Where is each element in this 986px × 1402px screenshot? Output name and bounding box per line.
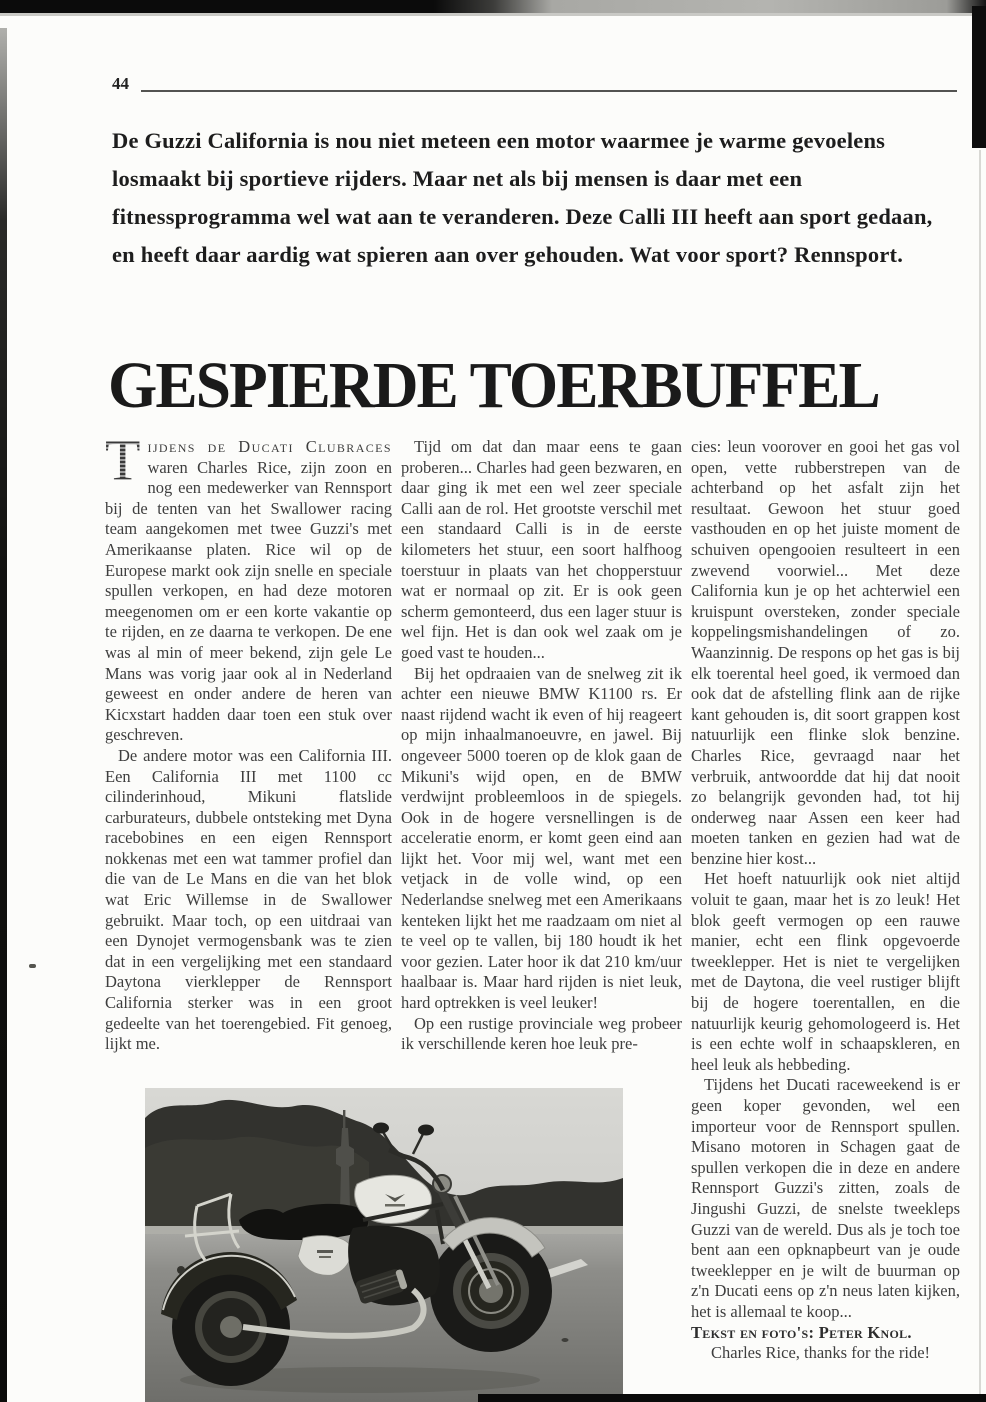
paragraph-text: waren Charles Rice, zijn zoon en nog een medewerker van Rennsport bij de tenten van het Swallower racing team aangekomen met twee Guzzi's met Amerikaanse platen. Rice wil op de Europese markt ook zijn snelle en speciale spullen verkopen, en had deze motoren meegenomen om er een korte vakantie op te rijden, en ze daarna te verkopen. De ene was al min of meer bekend, zijn gele Le Mans was vorig jaar ook al in Nederland geweest en onder andere de heren van Kicxstart hadden daar toen een stuk over geschreven. [105,457,392,745]
thanks-line: Charles Rice, thanks for the ride! [711,1343,931,1363]
page-number: 44 [112,74,129,93]
scan-artifact-bottom-bar [478,1394,986,1402]
motorcycle-photo [145,1088,623,1402]
drop-cap: T [105,437,147,483]
lead-in-small-caps: ijdens de Ducati Clubraces [147,437,392,456]
scan-artifact-right-bar [972,6,986,148]
scan-artifact-top-edge [0,13,986,16]
paragraph: cies: leun voorover en gooi het gas vol open, vette rubberstrepen van de achterband op het asfalt zijn het resultaat. Gewoon het stuur goed vasthouden en op het juiste moment de schuiven opengooien resulteert in een zwevend voorwiel... Met deze California kun je op het achterwiel een kruispunt oversteken, zonder speciale koppelingsmishandelingen of zo. Waanzinnig. De respons op het gas is bij elk toerental heel goed, ik vermoed dan ook dat de afstelling flink aan de rijke kant gehouden is, dit soort grappen kost natuurlijk een flinke slok benzine. Charles Rice, gevraagd naar het verbruik, antwoordde dat hij dat nooit zo belangrijk gevonden had, tot hij onderweg naar Assen een keer had moeten tanken en gezien had wat de benzine hier kost... [691,437,960,868]
byline-credit: Tekst en foto's: Peter Knol. [691,1322,912,1342]
folio-rule [141,90,957,92]
paragraph: Op een rustige provinciale weg probeer ik verschillende keren hoe leuk pre- [401,1013,682,1054]
paragraph: Bij het opdraaien van de snelweg zit ik achter een nieuwe BMW K1100 rs. Er naast rijdend wacht ik even of hij reageert op mijn inhaalmanoeuvre, en jawel. Bij ongeveer 5000 toeren op de klok gaan de Mikuni's wijd open, en de BMW verdwijnt probleemloos in de spiegels. Ook in de hogere versnellingen is de acceleratie enorm, er komt geen eind aan lijkt het. Voor mij wel, want met een vetjack in de volle wind, op een Nederlandse snelweg met een Amerikaans kenteken lijkt het me raadzaam om niet al te veel op te vallen, bij 180 houdt ik het voor gezien. Later hoor ik dat 210 km/uur haalbaar is. Maar hard rijden is niet leuk, hard optrekken is veel leuker! [401,663,682,1013]
body-column-1 [105,428,392,1055]
scan-artifact-speck [29,964,36,968]
paragraph: Tijd om dat dan maar eens te gaan proberen... Charles had geen bezwaren, en daar ging ik met een wel zeer speciale Calli aan de rol. Het grootste verschil met een standaard Calli is in de eerste kilometers het stuur, een soort halfhoog toerstuur in plaats van het chopperstuur wat er normaal op zit. Er is ook geen scherm gemonteerd, dus een lager stuur is wel fijn. Het is dan ook wel zaak om je goed vast te houden... [401,437,682,662]
scan-artifact-left-strip [0,28,7,1402]
paragraph: Het hoeft natuurlijk ook niet altijd voluit te gaan, maar het is zo leuk! Het blok geeft vermogen op een rauwe manier, echt een flink opgevoerde tweeklepper. Het is niet te vergelijken met de Daytona, die veel rustiger blijft bij de hogere toerentallen, en die natuurlijk keurig gehomologeerd is. Het is een echte wolf in schaapskleren, en heel leuk als hebbeding. [691,869,960,1074]
paragraph: De andere motor was een California III. Een California III met 1100 cc cilinderinhoud, Mikuni flatslide carburateurs, dubbele ontsteking met Dyna racebobines en een eigen Rennsport nokkenas met een wat tammer profiel dan die van de Le Mans en die van het blok wat Eric Willemse in de Swallower gebruikt. Maar toch, op een uitdraai van een Dynojet vermogensbank was te zien dat in een vergelijking met een standaard Daytona vierklepper de Rennsport California sterker was in een groot gedeelte van het toerengebied. Fit genoeg, lijkt me. [105,745,392,1054]
article-headline: GESPIERDE TOERBUFFEL [108,349,879,423]
paragraph: Tijdens het Ducati raceweekend is er geen koper gevonden, wel een importeur voor de Rennsport spullen. Misano motoren in Schagen gaat de spullen verkopen die in deze en andere Rennsport Guzzi's zitten, zoals de Jingushi Guzzi, de snelste tweekleps Guzzi van de wereld. Dus als je toch toe bent aan een opknapbeurt van je oude tweeklepper en je wilt de buurman op z'n Ducati eens op z'n neus laten kijken, het is allemaal te koop... [691,1075,960,1321]
body-column-3 [691,437,960,1364]
article-intro: De Guzzi California is nou niet meteen een motor waarmee je warme gevoelens losmaakt bij sportieve rijders. Maar net als bij mensen is daar met een fitnessprogramma wel wat aan te veranderen. Deze Calli III heeft aan sport gedaan, en heeft daar aardig wat spieren aan over gehouden. Wat voor sport? Rennsport. [112,128,933,267]
scan-artifact-top-bar [0,0,986,13]
body-column-2 [401,437,682,1055]
motorcycle-photo-illustration [145,1088,623,1402]
paragraph [105,428,392,746]
scan-artifact-right-edge-line [979,150,981,1394]
